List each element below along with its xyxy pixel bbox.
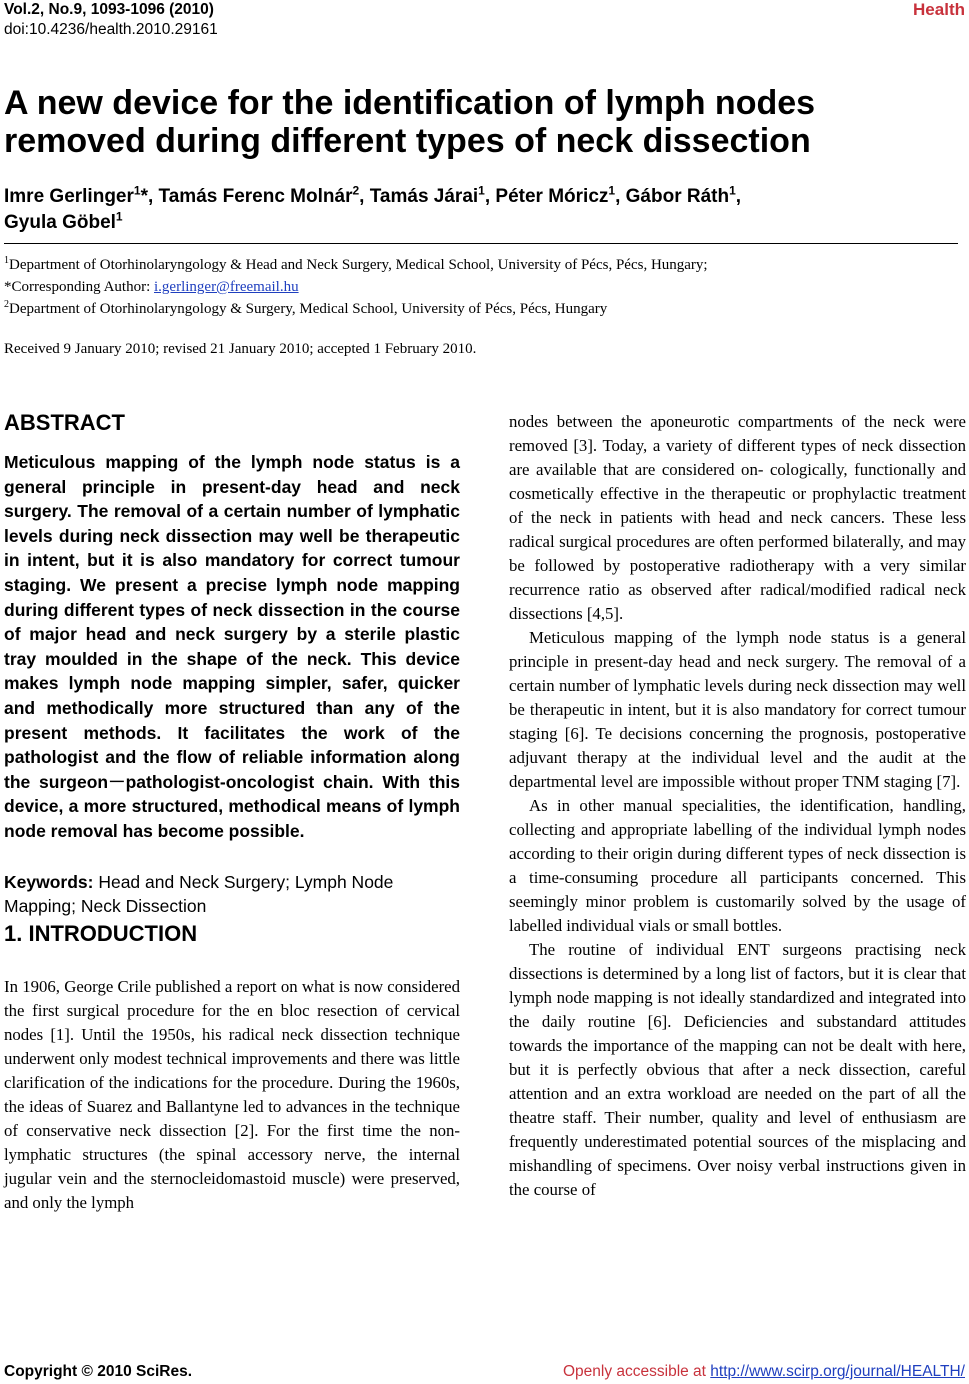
left-column: [4, 408, 460, 1215]
footer-access: [563, 1363, 965, 1381]
affiliation-mark: 2: [4, 299, 9, 310]
abstract-heading: ABSTRACT: [4, 410, 125, 435]
author-name: Gyula Göbel: [4, 212, 116, 233]
author-name: Péter Móricz: [495, 186, 609, 207]
affiliation-2: [4, 298, 954, 320]
author-name: Tamás Járai: [369, 186, 479, 207]
author-affiliation-mark: 1: [608, 183, 616, 198]
affiliation-text: Department of Otorhinolaryngology & Surgery, Medical School, University of Pécs, Pécs, Hungary: [9, 301, 608, 317]
body-paragraph: As in other manual specialities, the identification, handling, collecting and appropriate labelling of the individual lymph nodes according to their origin during different types of neck dissection is a time-consuming procedure all participants concerned. This seemingly minor problem is customarily solved by the usage of labelled individual vials or small bottles.: [509, 796, 966, 935]
footer-copyright: Copyright © 2010 SciRes.: [4, 1363, 193, 1380]
body-paragraph: nodes between the aponeurotic compartments of the neck were removed [3]. Today, a variety of different types of neck dissection are available that are considered on- cologically, functionally and cosmetically effective in the therapeutic or prophylactic treatment of the neck in patients with head and neck cancers. These less radical surgical procedures are often performed bilaterally, and may be followed by postoperative radiotherapy with a very similar recurrence ratio as observed after radical/modified radical neck dissections [4,5].: [509, 412, 966, 623]
affiliations-block: [4, 254, 954, 320]
author-separator: ,: [735, 186, 742, 207]
author-affiliation-mark: 1: [133, 183, 141, 198]
journal-name: Health: [913, 0, 965, 19]
header-divider: [4, 243, 958, 244]
keywords: [4, 870, 460, 919]
body-paragraph: Meticulous mapping of the lymph node status is a general principle in present-day head and neck surgery. The removal of a certain number of lymphatic levels during neck dissection may well be therapeutic in intent, but it is also mandatory for correct tumour staging [6]. Te decisions concerning the prognosis, postoperative adjuvant therapy at the individual level and the audit at the departmental level are impossible without proper TNM staging [7].: [509, 628, 966, 791]
received-dates: Received 9 January 2010; revised 21 January 2010; accepted 1 February 2010.: [4, 341, 477, 357]
header-citation-block: [4, 0, 218, 40]
author-affiliation-mark: 1: [729, 183, 736, 198]
abstract-body: Meticulous mapping of the lymph node status is a general principle in present-day head and neck surgery. The removal of a certain number of lymphatic levels during neck dissection may well be therapeutic in intent, but it is also mandatory for correct tumour staging. We present a precise lymph node mapping during different types of neck dissection in the course of major head and neck surgery by a sterile plastic tray moulded in the shape of the neck. This device makes lymph node mapping simpler, safer, quicker and methodically more structured than any of the present methods. It facilitates the work of the pathologist and the flow of reliable information along the surgeon－pathologist-oncologist chain. With this device, a more structured, methodical means of lymph node removal has become possible.: [4, 452, 460, 841]
affiliation-1: [4, 254, 954, 276]
author-name: Tamás Ferenc Molnár: [158, 186, 353, 207]
introduction-heading: 1. INTRODUCTION: [4, 920, 198, 946]
corresponding-label: *Corresponding Author:: [4, 279, 154, 295]
paper-title: A new device for the identification of lymph nodes removed during different types of neck dissection: [4, 84, 816, 160]
corresponding-author: [4, 276, 954, 298]
corresponding-mark: *,: [140, 186, 159, 207]
volume-citation: Vol.2, No.9, 1093-1096 (2010): [4, 1, 214, 18]
author-name: Gábor Ráth: [625, 186, 730, 207]
keywords-label: Keywords:: [4, 871, 94, 892]
author-affiliation-mark: 1: [478, 183, 485, 198]
journal-url-link[interactable]: http://www.scirp.org/journal/HEALTH/: [710, 1363, 965, 1380]
introduction-paragraph: In 1906, George Crile published a report on what is now considered the first surgical procedure for the en bloc resection of cervical nodes [1]. Until the 1950s, his radical neck dissection technique underwent only modest technical improvements and there was little clarification of the indications for the procedure. During the 1960s, the ideas of Suarez and Ballantyne led to advances in the technique of conservative neck dissection [2]. For the first time the non-lymphatic structures (the spinal accessory nerve, the internal jugular vein and the sternocleidomastoid muscle) were preserved, and only the lymph: [4, 976, 460, 1212]
keywords-value: Head and Neck Surgery; Lymph Node Mapping; Neck Dissection: [4, 871, 394, 917]
author-separator: ,: [615, 186, 626, 207]
right-column: [509, 410, 966, 1202]
author-name: Imre Gerlinger: [4, 186, 134, 207]
author-separator: ,: [359, 186, 370, 207]
affiliation-text: Department of Otorhinolaryngology & Head and Neck Surgery, Medical School, University of Pécs, Pécs, Hungary;: [9, 257, 708, 273]
author-list: [4, 184, 954, 236]
affiliation-mark: 1: [4, 255, 9, 266]
corresponding-email-link[interactable]: i.gerlinger@freemail.hu: [154, 279, 299, 295]
doi-text: doi:10.4236/health.2010.29161: [4, 21, 218, 38]
author-affiliation-mark: 2: [352, 183, 360, 198]
author-separator: ,: [484, 186, 496, 207]
author-affiliation-mark: 1: [115, 209, 123, 224]
access-label: Openly accessible at: [562, 1363, 711, 1380]
body-paragraph: The routine of individual ENT surgeons practising neck dissections is determined by a long list of factors, but it is clear that lymph node mapping is not ideally standardized and integrated into the daily routine [6]. Deficiencies and substandard attitudes towards the importance of the mapping can not be dealt with here, but it is perfectly obvious that after a neck dissection, careful attention and an extra workload are needed on the part of all the theatre staff. Their number, quality and level of enthusiasm are frequently underestimated potential sources of the misplacing and mishandling of specimens. Over noisy verbal instructions given in the course of: [509, 940, 966, 1199]
